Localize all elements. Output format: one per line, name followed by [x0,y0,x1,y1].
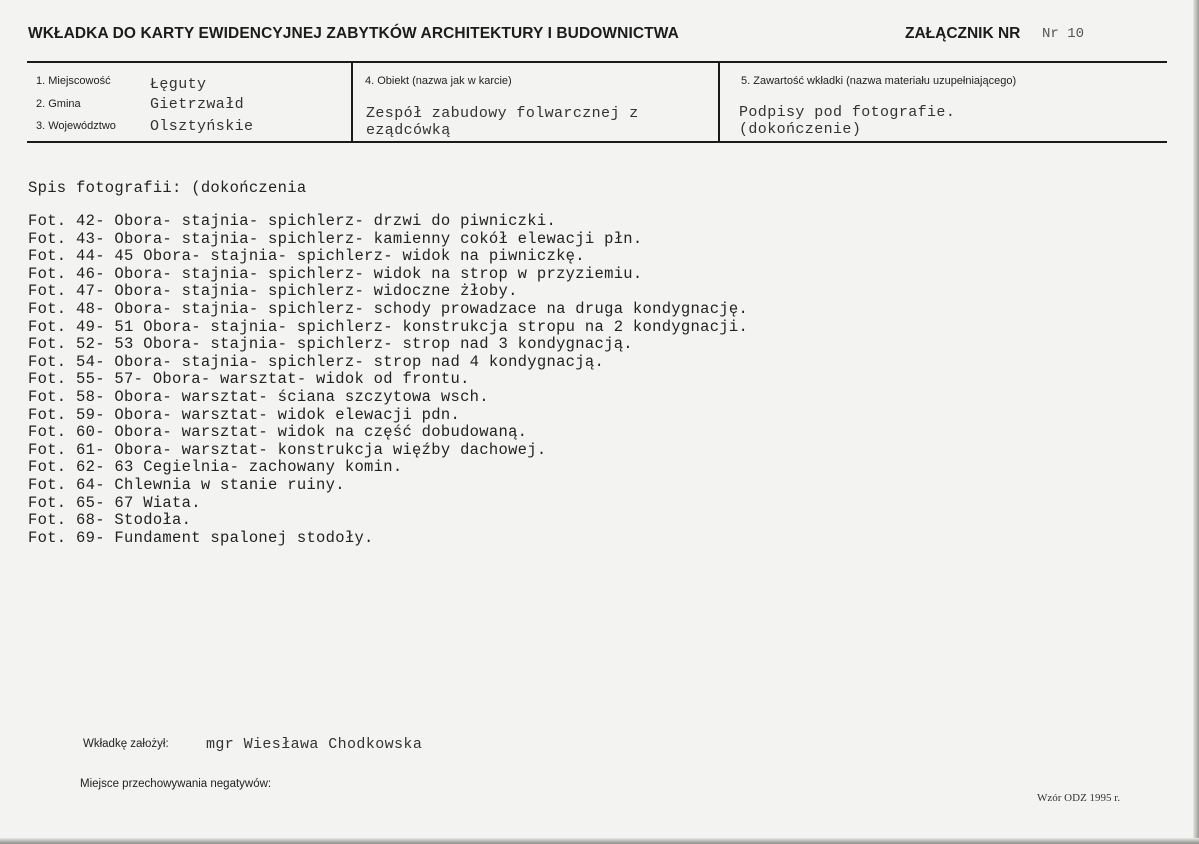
voivodeship-label: 3. Województwo [36,120,116,132]
column-divider-2 [718,62,720,142]
commune-value: Gietrzwałd [150,96,245,113]
header-bottom-rule [27,141,1167,143]
list-item: Fot. 42- Obora- stajnia- spichlerz- drzwi do piwniczki. [28,212,557,230]
list-item: Fot. 49- 51 Obora- stajnia- spichlerz- konstrukcja stropu na 2 kondygnacji. [28,317,749,336]
list-item: Fot. 47- Obora- stajnia- spichlerz- widoczne żłoby. [28,282,518,301]
negatives-location-label: Miejsce przechowywania negatywów: [80,778,272,790]
photo-list-title: Spis fotografii: (dokończenia [28,179,307,197]
locality-value: Łęguty [150,76,207,93]
paper-edge-bottom [0,838,1199,844]
author-value: mgr Wiesława Chodkowska [206,736,423,753]
header-top-rule [27,61,1167,63]
list-item: Fot. 48- Obora- stajnia- spichlerz- schody prowadzace na druga kondygnację. [28,299,749,318]
column-divider-1 [351,62,353,142]
list-item: Fot. 64- Chlewnia w stanie ruiny. [28,475,345,494]
list-item: Fot. 62- 63 Cegielnia- zachowany komin. [28,458,403,477]
contents-value-line-1: Podpisy pod fotografie. [739,104,956,121]
author-label: Wkładkę założył: [83,738,169,750]
contents-label: 5. Zawartość wkładki (nazwa materiału uzupełniającego) [741,75,1017,87]
list-item: Fot. 46- Obora- stajnia- spichlerz- widok na strop w przyziemiu. [28,264,643,283]
list-item: Fot. 55- 57- Obora- warsztat- widok od frontu. [28,370,470,389]
list-item: Fot. 58- Obora- warsztat- ściana szczytowa wsch. [28,387,489,406]
list-item: Fot. 54- Obora- stajnia- spichlerz- strop nad 4 kondygnacją. [28,352,605,371]
object-value-line-2: eządcówką [366,122,451,139]
list-item: Fot. 44- 45 Obora- stajnia- spichlerz- widok na piwniczkę. [28,247,585,266]
contents-value-line-2: (dokończenie) [739,121,862,138]
list-item: Fot. 60- Obora- warsztat- widok na część dobudowaną. [28,423,528,442]
list-item: Fot. 52- 53 Obora- stajnia- spichlerz- strop nad 3 kondygnacją. [28,335,633,354]
photo-list [28,213,748,547]
voivodeship-value: Olsztyńskie [150,118,254,135]
list-item: Fot. 65- 67 Wiata. [28,493,201,512]
list-item: Fot. 59- Obora- warsztat- widok elewacji pdn. [28,405,461,424]
object-value-line-1: Zespół zabudowy folwarcznej z [366,105,639,122]
paper-edge-right [1193,0,1199,844]
list-item: Fot. 61- Obora- warsztat- konstrukcja więźby dachowej. [28,440,547,459]
form-code: Wzór ODZ 1995 r. [1037,792,1121,804]
list-item: Fot. 69- Fundament spalonej stodoły. [28,528,374,547]
contents-value [739,104,955,138]
object-label: 4. Obiekt (nazwa jak w karcie) [365,75,512,87]
list-item: Fot. 43- Obora- stajnia- spichlerz- kamienny cokół elewacji płn. [28,229,643,248]
commune-label: 2. Gmina [36,98,81,110]
annex-label: ZAŁĄCZNIK NR [905,25,1021,42]
list-item: Fot. 68- Stodoła. [28,511,192,530]
annex-number: Nr 10 [1042,26,1085,42]
document-title: WKŁADKA DO KARTY EWIDENCYJNEJ ZABYTKÓW ARCHITEKTURY I BUDOWNICTWA [28,25,679,42]
object-value [366,105,639,139]
locality-label: 1. Miejscowość [36,75,111,87]
